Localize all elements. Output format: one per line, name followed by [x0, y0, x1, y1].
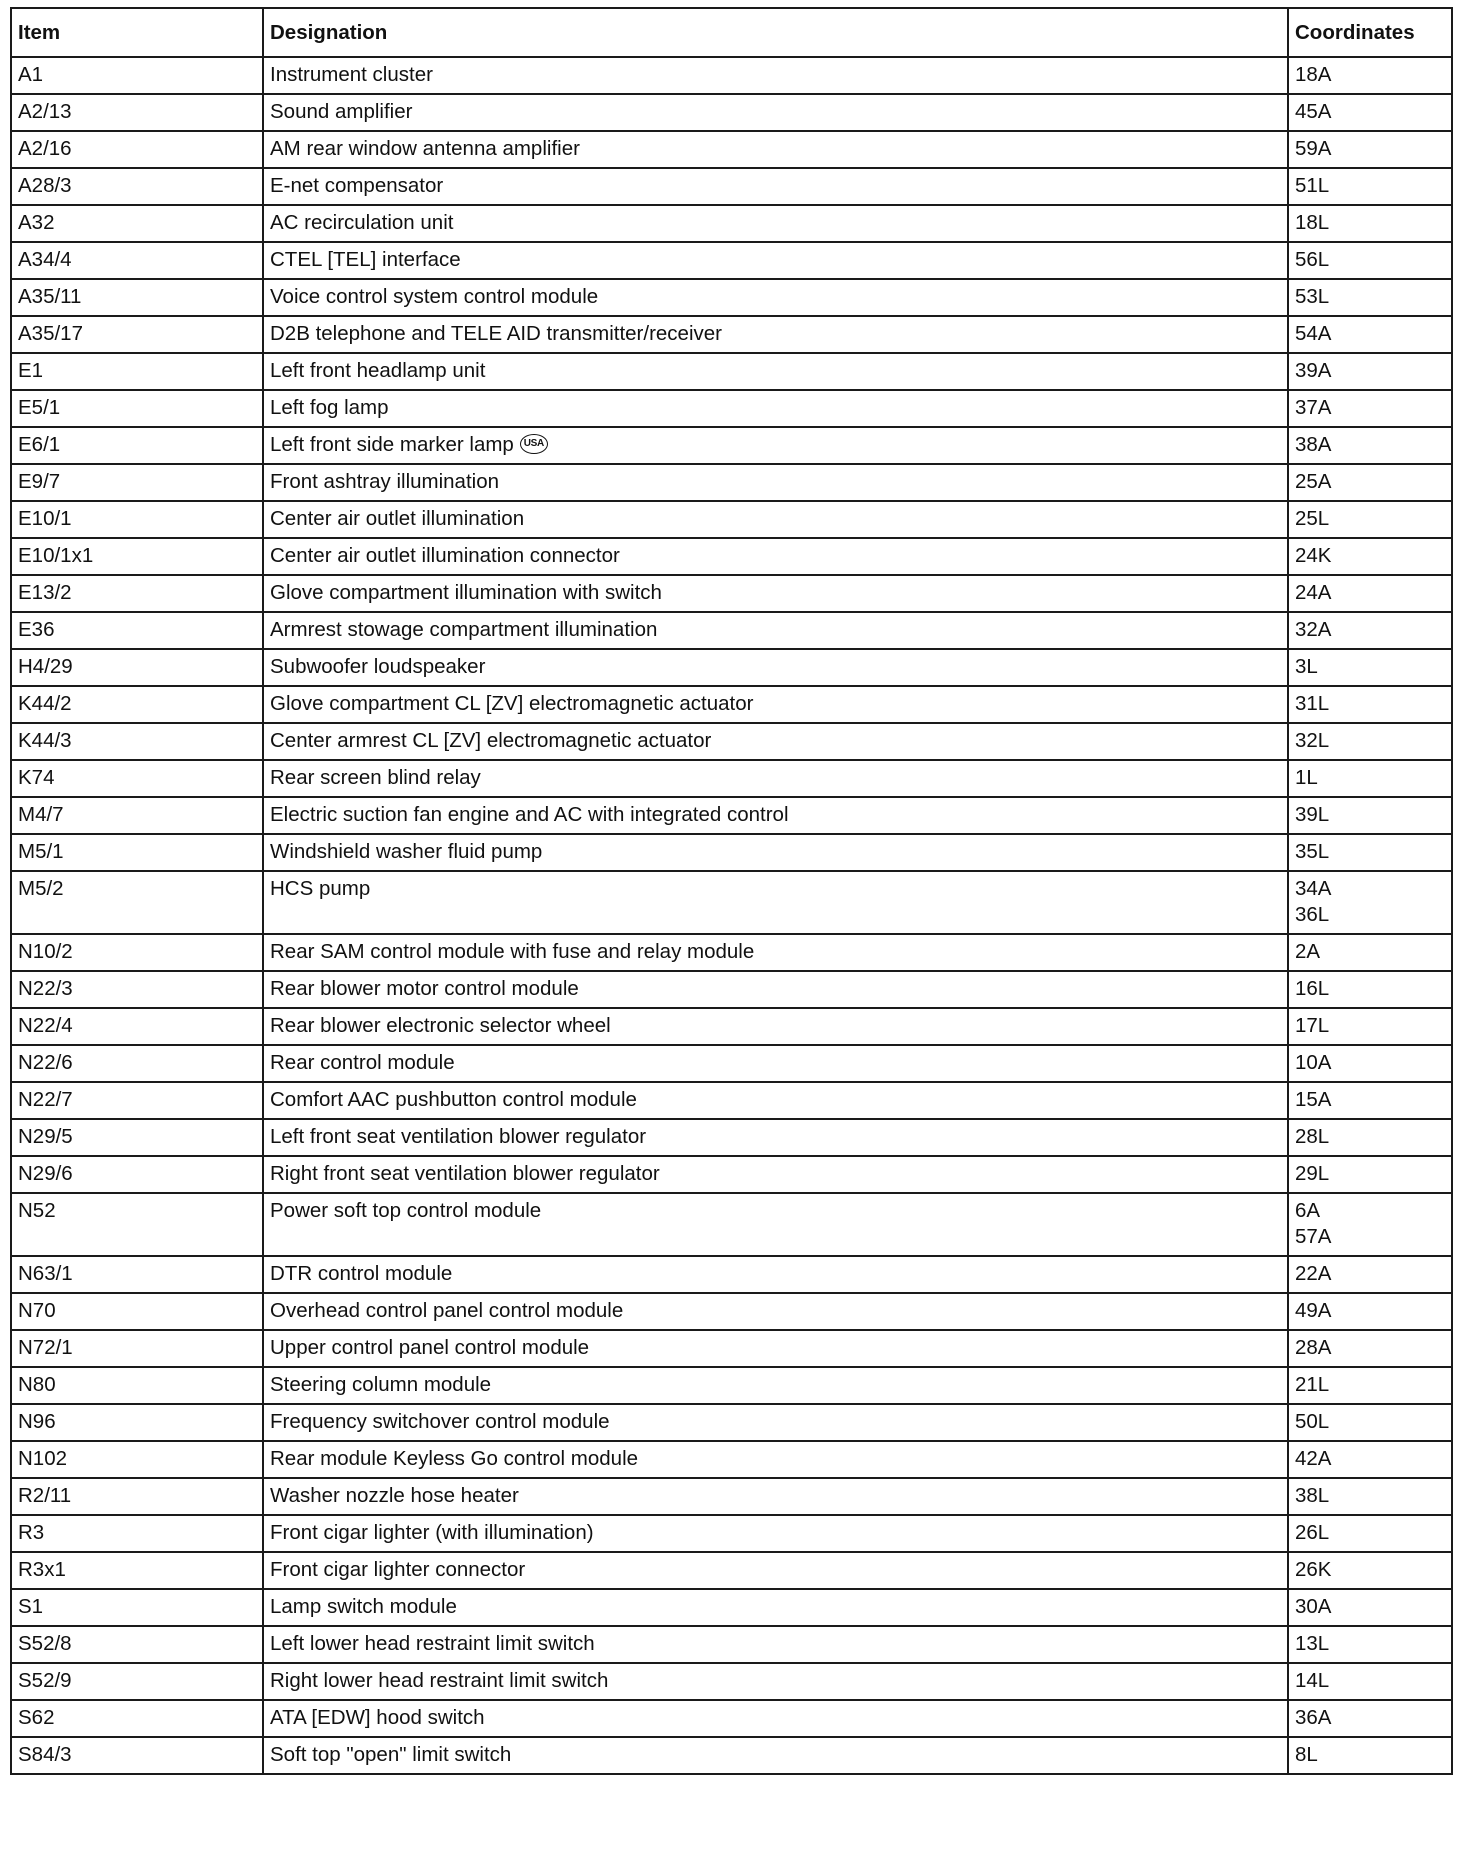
cell-item: A2/16 [11, 131, 263, 168]
cell-coordinates [1288, 1256, 1452, 1293]
designation-text: Center air outlet illumination [270, 507, 525, 530]
coordinate-value: 54A [1295, 322, 1332, 345]
table-row [11, 971, 1452, 1008]
coordinate-value: 37A [1295, 396, 1332, 419]
cell-designation [263, 279, 1288, 316]
table-row [11, 797, 1452, 834]
table-row [11, 649, 1452, 686]
table-row [11, 1082, 1452, 1119]
cell-item: R2/11 [11, 1478, 263, 1515]
designation-text: Rear blower motor control module [270, 977, 579, 1000]
coordinate-value: 26K [1295, 1558, 1332, 1581]
cell-designation [263, 1700, 1288, 1737]
designation-text: Power soft top control module [270, 1199, 542, 1222]
cell-designation [263, 797, 1288, 834]
coordinate-value: 24K [1295, 544, 1332, 567]
table-row [11, 57, 1452, 94]
table-row [11, 353, 1452, 390]
designation-text: CTEL [TEL] interface [270, 248, 461, 271]
cell-designation [263, 834, 1288, 871]
cell-designation [263, 871, 1288, 934]
designation-text: Center armrest CL [ZV] electromagnetic actuator [270, 729, 712, 752]
cell-coordinates [1288, 1330, 1452, 1367]
coordinate-value: 18A [1295, 63, 1332, 86]
table-body [11, 57, 1452, 1774]
designation-text: Comfort AAC pushbutton control module [270, 1088, 637, 1111]
cell-designation [263, 1330, 1288, 1367]
cell-coordinates [1288, 316, 1452, 353]
designation-text: DTR control module [270, 1262, 453, 1285]
cell-coordinates [1288, 1082, 1452, 1119]
coordinate-value: 39L [1295, 803, 1330, 826]
coordinate-value: 29L [1295, 1162, 1330, 1185]
table-row [11, 760, 1452, 797]
designation-text: AC recirculation unit [270, 211, 454, 234]
table-row [11, 131, 1452, 168]
designation-text: Sound amplifier [270, 100, 413, 123]
cell-designation [263, 1552, 1288, 1589]
cell-item: A35/11 [11, 279, 263, 316]
designation-text: Front ashtray illumination [270, 470, 500, 493]
table-row [11, 1700, 1452, 1737]
cell-designation [263, 971, 1288, 1008]
cell-item: S84/3 [11, 1737, 263, 1774]
cell-item: N52 [11, 1193, 263, 1256]
coordinate-value: 18L [1295, 211, 1330, 234]
cell-item: K44/3 [11, 723, 263, 760]
cell-designation [263, 316, 1288, 353]
cell-coordinates [1288, 131, 1452, 168]
cell-item: E10/1x1 [11, 538, 263, 575]
designation-text: ATA [EDW] hood switch [270, 1706, 485, 1729]
designation-text: Steering column module [270, 1373, 492, 1396]
cell-coordinates [1288, 57, 1452, 94]
designation-text: AM rear window antenna amplifier [270, 137, 580, 160]
cell-designation [263, 390, 1288, 427]
coordinate-value: 38A [1295, 433, 1332, 456]
coordinate-value: 14L [1295, 1669, 1330, 1692]
coordinate-value: 21L [1295, 1373, 1330, 1396]
coordinate-value: 49A [1295, 1299, 1332, 1322]
coordinate-value: 57A [1295, 1225, 1332, 1248]
coordinate-value: 26L [1295, 1521, 1330, 1544]
designation-text: Lamp switch module [270, 1595, 457, 1618]
cell-designation [263, 1626, 1288, 1663]
cell-designation [263, 760, 1288, 797]
table-row [11, 1293, 1452, 1330]
coordinate-value: 56L [1295, 248, 1330, 271]
cell-designation [263, 168, 1288, 205]
cell-designation [263, 1589, 1288, 1626]
designation-text: Left lower head restraint limit switch [270, 1632, 595, 1655]
cell-coordinates [1288, 464, 1452, 501]
designation-text: Front cigar lighter connector [270, 1558, 526, 1581]
cell-coordinates [1288, 760, 1452, 797]
coordinate-value: 36A [1295, 1706, 1332, 1729]
cell-item: A32 [11, 205, 263, 242]
table-row [11, 1045, 1452, 1082]
cell-item: M5/2 [11, 871, 263, 934]
cell-item: S62 [11, 1700, 263, 1737]
cell-item: A35/17 [11, 316, 263, 353]
cell-item: N102 [11, 1441, 263, 1478]
coordinate-value: 36L [1295, 903, 1330, 926]
table-row [11, 1737, 1452, 1774]
cell-item: A34/4 [11, 242, 263, 279]
cell-designation [263, 1193, 1288, 1256]
cell-item: E6/1 [11, 427, 263, 464]
coordinate-value: 35L [1295, 840, 1330, 863]
cell-item: N72/1 [11, 1330, 263, 1367]
coordinate-value: 16L [1295, 977, 1330, 1000]
table-row [11, 723, 1452, 760]
table-row [11, 168, 1452, 205]
designation-text: Left front side marker lamp [270, 433, 514, 456]
cell-item: K44/2 [11, 686, 263, 723]
component-legend-sheet [10, 7, 1451, 1775]
coordinate-value: 15A [1295, 1088, 1332, 1111]
cell-designation [263, 353, 1288, 390]
cell-coordinates [1288, 1478, 1452, 1515]
coordinate-value: 25A [1295, 470, 1332, 493]
designation-text: Overhead control panel control module [270, 1299, 624, 1322]
table-row [11, 1156, 1452, 1193]
cell-coordinates [1288, 1626, 1452, 1663]
cell-coordinates [1288, 168, 1452, 205]
coordinate-value: 38L [1295, 1484, 1330, 1507]
cell-designation [263, 1515, 1288, 1552]
cell-designation [263, 57, 1288, 94]
coordinate-value: 50L [1295, 1410, 1330, 1433]
coordinate-value: 30A [1295, 1595, 1332, 1618]
cell-designation [263, 1256, 1288, 1293]
designation-text: Rear control module [270, 1051, 455, 1074]
table-row [11, 1663, 1452, 1700]
coordinate-value: 32A [1295, 618, 1332, 641]
designation-text: Voice control system control module [270, 285, 599, 308]
cell-coordinates [1288, 1589, 1452, 1626]
table-row [11, 94, 1452, 131]
designation-text: Rear screen blind relay [270, 766, 481, 789]
cell-coordinates [1288, 1119, 1452, 1156]
designation-text: Electric suction fan engine and AC with integrated control [270, 803, 789, 826]
designation-text: Right lower head restraint limit switch [270, 1669, 609, 1692]
coordinate-value: 42A [1295, 1447, 1332, 1470]
cell-designation [263, 649, 1288, 686]
table-row [11, 1008, 1452, 1045]
cell-designation [263, 538, 1288, 575]
header-coordinates: Coordinates [1288, 8, 1452, 57]
coordinate-value: 34A [1295, 877, 1332, 900]
cell-coordinates [1288, 871, 1452, 934]
cell-item: N29/6 [11, 1156, 263, 1193]
coordinate-value: 28A [1295, 1336, 1332, 1359]
coordinate-value: 25L [1295, 507, 1330, 530]
cell-designation [263, 686, 1288, 723]
cell-coordinates [1288, 1552, 1452, 1589]
table-row [11, 686, 1452, 723]
cell-coordinates [1288, 686, 1452, 723]
cell-coordinates [1288, 390, 1452, 427]
designation-text: Glove compartment illumination with switch [270, 581, 662, 604]
cell-item: N22/3 [11, 971, 263, 1008]
table-row [11, 205, 1452, 242]
coordinate-value: 32L [1295, 729, 1330, 752]
cell-coordinates [1288, 538, 1452, 575]
cell-designation [263, 1441, 1288, 1478]
cell-item: N10/2 [11, 934, 263, 971]
cell-coordinates [1288, 1156, 1452, 1193]
cell-coordinates [1288, 971, 1452, 1008]
cell-designation [263, 1119, 1288, 1156]
cell-designation [263, 1045, 1288, 1082]
table-row [11, 427, 1452, 464]
coordinate-value: 13L [1295, 1632, 1330, 1655]
designation-text: Armrest stowage compartment illumination [270, 618, 658, 641]
table-row [11, 612, 1452, 649]
coordinate-value: 10A [1295, 1051, 1332, 1074]
usa-badge-icon: USA [520, 434, 548, 454]
cell-coordinates [1288, 612, 1452, 649]
table-row [11, 464, 1452, 501]
table-row [11, 1552, 1452, 1589]
cell-coordinates [1288, 1193, 1452, 1256]
cell-coordinates [1288, 1367, 1452, 1404]
coordinate-value: 51L [1295, 174, 1330, 197]
designation-text: Upper control panel control module [270, 1336, 590, 1359]
designation-text: Left front headlamp unit [270, 359, 486, 382]
table-row [11, 1589, 1452, 1626]
designation-text: Center air outlet illumination connector [270, 544, 620, 567]
component-legend-table [10, 7, 1453, 1775]
cell-coordinates [1288, 797, 1452, 834]
cell-item: M4/7 [11, 797, 263, 834]
cell-coordinates [1288, 353, 1452, 390]
table-row [11, 538, 1452, 575]
cell-designation [263, 1082, 1288, 1119]
cell-coordinates [1288, 649, 1452, 686]
designation-text: HCS pump [270, 877, 371, 900]
coordinate-value: 45A [1295, 100, 1332, 123]
table-row [11, 1330, 1452, 1367]
cell-item: A1 [11, 57, 263, 94]
cell-coordinates [1288, 279, 1452, 316]
cell-designation [263, 1008, 1288, 1045]
table-row [11, 834, 1452, 871]
table-row [11, 1626, 1452, 1663]
cell-coordinates [1288, 1515, 1452, 1552]
cell-item: N22/7 [11, 1082, 263, 1119]
cell-coordinates [1288, 427, 1452, 464]
designation-text: Rear blower electronic selector wheel [270, 1014, 611, 1037]
cell-designation [263, 1293, 1288, 1330]
table-row [11, 1119, 1452, 1156]
cell-coordinates [1288, 1404, 1452, 1441]
cell-item: E9/7 [11, 464, 263, 501]
designation-text: Subwoofer loudspeaker [270, 655, 486, 678]
coordinate-value: 17L [1295, 1014, 1330, 1037]
cell-item: E1 [11, 353, 263, 390]
coordinate-value: 1L [1295, 766, 1318, 789]
designation-text: Rear module Keyless Go control module [270, 1447, 639, 1470]
coordinate-value: 24A [1295, 581, 1332, 604]
cell-item: N22/4 [11, 1008, 263, 1045]
cell-designation [263, 1404, 1288, 1441]
cell-coordinates [1288, 94, 1452, 131]
designation-text: Windshield washer fluid pump [270, 840, 543, 863]
cell-item: K74 [11, 760, 263, 797]
coordinate-value: 3L [1295, 655, 1318, 678]
cell-designation [263, 131, 1288, 168]
coordinate-value: 22A [1295, 1262, 1332, 1285]
table-row [11, 1193, 1452, 1256]
cell-coordinates [1288, 1663, 1452, 1700]
coordinate-value: 28L [1295, 1125, 1330, 1148]
cell-designation [263, 1156, 1288, 1193]
cell-item: S52/8 [11, 1626, 263, 1663]
cell-item: E10/1 [11, 501, 263, 538]
designation-text: Front cigar lighter (with illumination) [270, 1521, 594, 1544]
cell-item: S52/9 [11, 1663, 263, 1700]
cell-item: R3x1 [11, 1552, 263, 1589]
table-row [11, 1367, 1452, 1404]
table-row [11, 575, 1452, 612]
cell-item: A2/13 [11, 94, 263, 131]
designation-text: Right front seat ventilation blower regulator [270, 1162, 660, 1185]
table-row [11, 1256, 1452, 1293]
designation-text: Washer nozzle hose heater [270, 1484, 519, 1507]
table-header [11, 8, 1452, 57]
cell-designation [263, 501, 1288, 538]
cell-item: M5/1 [11, 834, 263, 871]
designation-text: D2B telephone and TELE AID transmitter/receiver [270, 322, 722, 345]
cell-item: S1 [11, 1589, 263, 1626]
cell-designation [263, 1478, 1288, 1515]
cell-coordinates [1288, 1008, 1452, 1045]
table-row [11, 1441, 1452, 1478]
cell-designation [263, 1737, 1288, 1774]
cell-designation [263, 464, 1288, 501]
cell-item: N22/6 [11, 1045, 263, 1082]
cell-coordinates [1288, 723, 1452, 760]
coordinate-value: 6A [1295, 1199, 1321, 1222]
table-row [11, 501, 1452, 538]
header-designation: Designation [263, 8, 1288, 57]
cell-coordinates [1288, 1293, 1452, 1330]
cell-designation [263, 1367, 1288, 1404]
cell-coordinates [1288, 205, 1452, 242]
cell-designation [263, 94, 1288, 131]
coordinate-value: 8L [1295, 1743, 1318, 1766]
cell-item: R3 [11, 1515, 263, 1552]
coordinate-value: 53L [1295, 285, 1330, 308]
table-row [11, 1515, 1452, 1552]
cell-item: E36 [11, 612, 263, 649]
coordinate-value: 2A [1295, 940, 1321, 963]
designation-text: Instrument cluster [270, 63, 433, 86]
cell-coordinates [1288, 1045, 1452, 1082]
cell-designation [263, 934, 1288, 971]
cell-coordinates [1288, 1441, 1452, 1478]
table-row [11, 871, 1452, 934]
cell-coordinates [1288, 575, 1452, 612]
table-row [11, 1404, 1452, 1441]
designation-text: Left fog lamp [270, 396, 389, 419]
coordinate-value: 31L [1295, 692, 1330, 715]
cell-designation [263, 205, 1288, 242]
cell-item: N80 [11, 1367, 263, 1404]
header-item: Item [11, 8, 263, 57]
cell-designation [263, 427, 1288, 464]
table-row [11, 242, 1452, 279]
header-row [11, 8, 1452, 57]
designation-text: Frequency switchover control module [270, 1410, 610, 1433]
cell-item: N70 [11, 1293, 263, 1330]
coordinate-value: 59A [1295, 137, 1332, 160]
cell-item: N29/5 [11, 1119, 263, 1156]
designation-text: Glove compartment CL [ZV] electromagnetic actuator [270, 692, 754, 715]
cell-item: A28/3 [11, 168, 263, 205]
cell-item: E5/1 [11, 390, 263, 427]
cell-coordinates [1288, 934, 1452, 971]
table-row [11, 279, 1452, 316]
cell-designation [263, 575, 1288, 612]
table-row [11, 1478, 1452, 1515]
cell-item: E13/2 [11, 575, 263, 612]
cell-item: H4/29 [11, 649, 263, 686]
cell-coordinates [1288, 242, 1452, 279]
cell-designation [263, 1663, 1288, 1700]
designation-text: Rear SAM control module with fuse and relay module [270, 940, 755, 963]
designation-text: Soft top "open" limit switch [270, 1743, 512, 1766]
cell-designation [263, 723, 1288, 760]
table-row [11, 390, 1452, 427]
cell-coordinates [1288, 1737, 1452, 1774]
cell-coordinates [1288, 501, 1452, 538]
cell-coordinates [1288, 834, 1452, 871]
designation-text: Left front seat ventilation blower regulator [270, 1125, 647, 1148]
cell-designation [263, 242, 1288, 279]
cell-coordinates [1288, 1700, 1452, 1737]
cell-item: N96 [11, 1404, 263, 1441]
designation-text: E-net compensator [270, 174, 444, 197]
table-row [11, 934, 1452, 971]
table-row [11, 316, 1452, 353]
cell-designation [263, 612, 1288, 649]
coordinate-value: 39A [1295, 359, 1332, 382]
cell-item: N63/1 [11, 1256, 263, 1293]
